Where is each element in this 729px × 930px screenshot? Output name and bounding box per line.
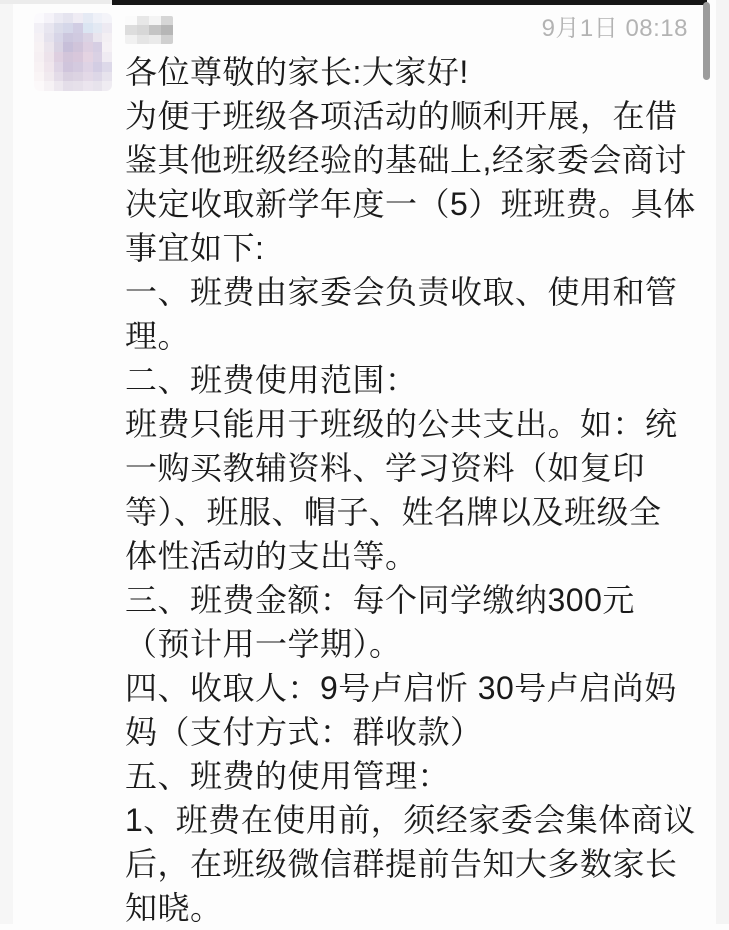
mosaic-cell — [137, 16, 149, 25]
mosaic-cell — [83, 62, 93, 72]
mosaic-cell — [125, 16, 137, 25]
mosaic-cell — [63, 62, 73, 72]
mosaic-cell — [34, 52, 44, 62]
mosaic-cell — [63, 13, 73, 23]
mosaic-cell — [54, 81, 64, 91]
mosaic-cell — [34, 13, 44, 23]
mosaic-cell — [63, 33, 73, 43]
mosaic-cell — [102, 52, 112, 62]
mosaic-cell — [102, 33, 112, 43]
mosaic-cell — [44, 42, 54, 52]
mosaic-cell — [54, 33, 64, 43]
mosaic-cell — [102, 81, 112, 91]
mosaic-cell — [63, 81, 73, 91]
message-text[interactable] — [125, 50, 710, 930]
mosaic-cell — [149, 25, 161, 34]
mosaic-cell — [93, 33, 103, 43]
message-line: 班费只能用于班级的公共支出。如：统 — [125, 406, 678, 442]
message-line: 鉴其他班级经验的基础上,经家委会商讨 — [125, 142, 687, 178]
mosaic-cell — [34, 72, 44, 82]
mosaic-cell — [44, 13, 54, 23]
mosaic-cell — [34, 42, 44, 52]
message-line: 决定收取新学年度一（5）班班费。具体 — [125, 186, 696, 222]
mosaic-cell — [34, 62, 44, 72]
mosaic-cell — [102, 13, 112, 23]
message-line: 四、收取人：9号卢启忻 30号卢启尚妈 — [125, 670, 677, 706]
message-line: 等）、班服、帽子、姓名牌以及班级全 — [125, 494, 662, 530]
mosaic-cell — [54, 52, 64, 62]
previous-message-edge — [112, 0, 707, 5]
message-line: 三、班费金额：每个同学缴纳300元 — [125, 582, 635, 618]
mosaic-cell — [73, 13, 83, 23]
sender-avatar[interactable] — [34, 13, 112, 91]
mosaic-cell — [44, 52, 54, 62]
mosaic-cell — [102, 62, 112, 72]
mosaic-cell — [63, 23, 73, 33]
mosaic-cell — [83, 13, 93, 23]
mosaic-cell — [93, 52, 103, 62]
mosaic-cell — [73, 72, 83, 82]
top-margin-strip — [0, 0, 112, 4]
mosaic-cell — [161, 16, 173, 25]
mosaic-cell — [34, 81, 44, 91]
mosaic-cell — [102, 72, 112, 82]
mosaic-cell — [161, 25, 173, 34]
message-line: 一购买教辅资料、学习资料（如复印 — [125, 450, 646, 486]
mosaic-cell — [125, 35, 137, 44]
message-line: 体性活动的支出等。 — [125, 538, 418, 574]
mosaic-cell — [54, 62, 64, 72]
mosaic-cell — [44, 81, 54, 91]
mosaic-cell — [73, 23, 83, 33]
mosaic-cell — [34, 33, 44, 43]
mosaic-cell — [63, 42, 73, 52]
page-left-margin — [0, 0, 13, 924]
sender-name-redacted — [125, 16, 173, 44]
mosaic-cell — [73, 81, 83, 91]
mosaic-cell — [44, 33, 54, 43]
message-line: 妈（支付方式：群收款） — [125, 714, 483, 750]
mosaic-cell — [93, 42, 103, 52]
mosaic-cell — [93, 23, 103, 33]
mosaic-cell — [54, 72, 64, 82]
mosaic-cell — [102, 23, 112, 33]
message-line: 二、班费使用范围： — [125, 362, 418, 398]
mosaic-cell — [83, 42, 93, 52]
mosaic-cell — [63, 72, 73, 82]
mosaic-cell — [102, 42, 112, 52]
mosaic-cell — [93, 72, 103, 82]
mosaic-cell — [73, 62, 83, 72]
mosaic-cell — [93, 81, 103, 91]
message-line: （预计用一学期）。 — [125, 626, 402, 662]
mosaic-cell — [83, 23, 93, 33]
mosaic-cell — [161, 35, 173, 44]
mosaic-cell — [63, 52, 73, 62]
mosaic-cell — [83, 81, 93, 91]
message-line: 五、班费的使用管理： — [125, 758, 451, 794]
message-line: 知晓。 — [125, 890, 223, 926]
mosaic-cell — [137, 35, 149, 44]
mosaic-cell — [54, 23, 64, 33]
mosaic-cell — [54, 42, 64, 52]
mosaic-cell — [93, 13, 103, 23]
mosaic-cell — [125, 25, 137, 34]
mosaic-cell — [73, 42, 83, 52]
mosaic-cell — [93, 62, 103, 72]
message-line: 一、班费由家委会负责收取、使用和管 — [125, 274, 678, 310]
message-line: 理。 — [125, 318, 191, 354]
mosaic-cell — [137, 25, 149, 34]
mosaic-cell — [83, 33, 93, 43]
mosaic-cell — [73, 52, 83, 62]
message-line: 各位尊敬的家长:大家好! — [125, 54, 469, 90]
mosaic-cell — [149, 35, 161, 44]
page-right-margin — [716, 0, 729, 924]
message-line: 为便于班级各项活动的顺利开展，在借 — [125, 98, 678, 134]
mosaic-cell — [73, 33, 83, 43]
message-timestamp: 9月1日 08:18 — [541, 15, 688, 42]
message-line: 1、班费在使用前，须经家委会集体商议 — [125, 802, 696, 838]
message-line: 后，在班级微信群提前告知大多数家长 — [125, 846, 678, 882]
mosaic-cell — [83, 52, 93, 62]
mosaic-cell — [83, 72, 93, 82]
mosaic-cell — [44, 23, 54, 33]
message-line: 事宜如下: — [125, 230, 265, 266]
mosaic-cell — [44, 62, 54, 72]
mosaic-cell — [34, 23, 44, 33]
mosaic-cell — [54, 13, 64, 23]
mosaic-cell — [149, 16, 161, 25]
mosaic-cell — [44, 72, 54, 82]
